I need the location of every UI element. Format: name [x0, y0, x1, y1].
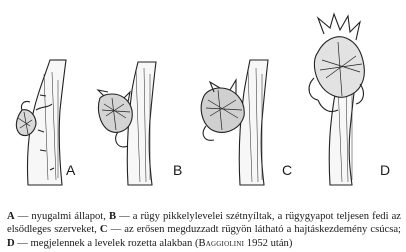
caption-text-a: — nyugalmi állapot, — [14, 210, 109, 222]
panel-label-b: B — [173, 162, 183, 178]
figure-caption — [7, 210, 401, 251]
panel-d-drawing — [309, 14, 364, 185]
panel-a-drawing — [16, 60, 66, 185]
panel-b-drawing — [98, 62, 156, 185]
caption-key-b: B — [108, 210, 117, 222]
panel-c-drawing — [201, 60, 268, 185]
caption-key-a: A — [7, 210, 15, 222]
caption-text-d: — megjelennek a levelek rozetta alakban ( — [14, 237, 199, 249]
caption-text-b: — a rügy pikkelylevelei szétnyíltak, a rügygyapot teljesen fedi az elsődleges szerveket, — [7, 210, 401, 236]
caption-source-author: Baggiolini — [198, 237, 245, 249]
panel-label-c: C — [282, 162, 293, 178]
caption-key-c: C — [99, 224, 108, 236]
caption-text-c: — az erősen megduzzadt rügyön látható a hajtáskezdemény csúcsa; — [107, 224, 401, 236]
caption-source-tail: 1952 után) — [244, 237, 293, 249]
caption-key-d: D — [7, 237, 15, 249]
panel-label-a: A — [66, 162, 76, 178]
panel-label-d: D — [380, 162, 391, 178]
